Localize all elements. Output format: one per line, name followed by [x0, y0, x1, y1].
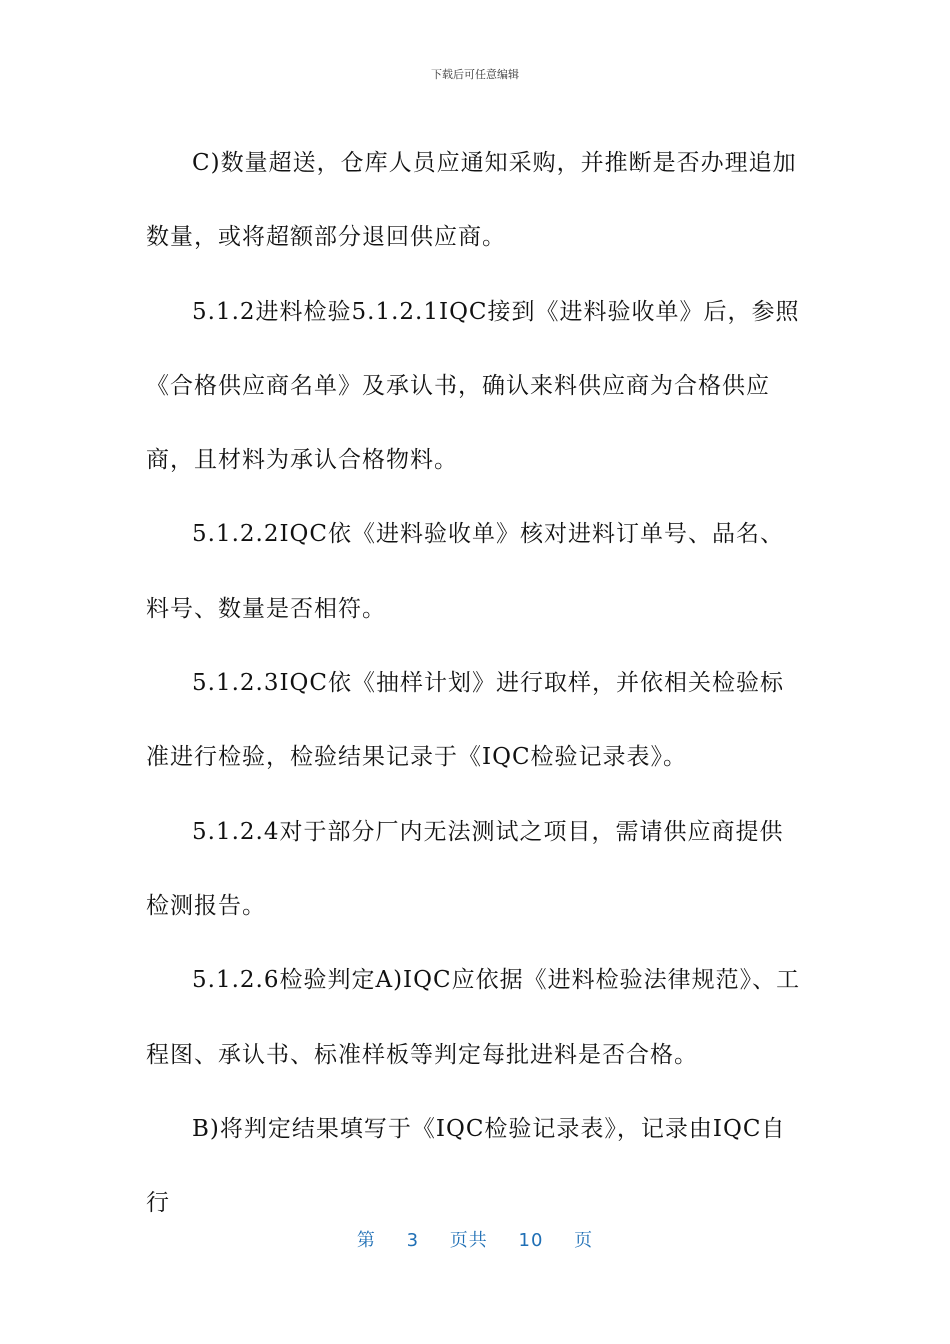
paragraph-record: B)将判定结果填写于《IQC检验记录表》，记录由IQC自行 — [146, 1115, 786, 1217]
footer-middle: 页共 — [449, 1230, 488, 1251]
paragraph-sampling: 5.1.2.3IQC依《抽样计划》进行取样，并依相关检验标准进行检验，检验结果记录于《IQC检验记录表》。 — [146, 670, 785, 771]
document-body — [146, 126, 806, 1240]
paragraph-incoming-inspection: 5.1.2进料检验5.1.2.1IQC接到《进料验收单》后，参照《合格供应商名单》及承认书，确认来料供应商为合格供应商，且材料为承认合格物料。 — [146, 298, 800, 474]
header-note: 下载后可任意编辑 — [431, 68, 519, 81]
current-page-number: 3 — [406, 1230, 420, 1251]
page-number-footer — [0, 1226, 950, 1252]
paragraph-quantity-over: C)数量超送，仓库人员应通知采购，并推断是否办理追加数量，或将超额部分退回供应商。 — [146, 150, 797, 251]
paragraph-judgement: 5.1.2.6检验判定A)IQC应依据《进料检验法律规范》、工程图、承认书、标准样板等判定每批进料是否合格。 — [146, 967, 801, 1068]
footer-suffix: 页 — [574, 1230, 594, 1251]
paragraph-check-order: 5.1.2.2IQC依《进料验收单》核对进料订单号、品名、料号、数量是否相符。 — [146, 521, 785, 622]
paragraph-test-report: 5.1.2.4对于部分厂内无法测试之项目，需请供应商提供检测报告。 — [146, 818, 784, 919]
total-pages-number: 10 — [518, 1230, 544, 1251]
footer-prefix: 第 — [356, 1230, 376, 1251]
